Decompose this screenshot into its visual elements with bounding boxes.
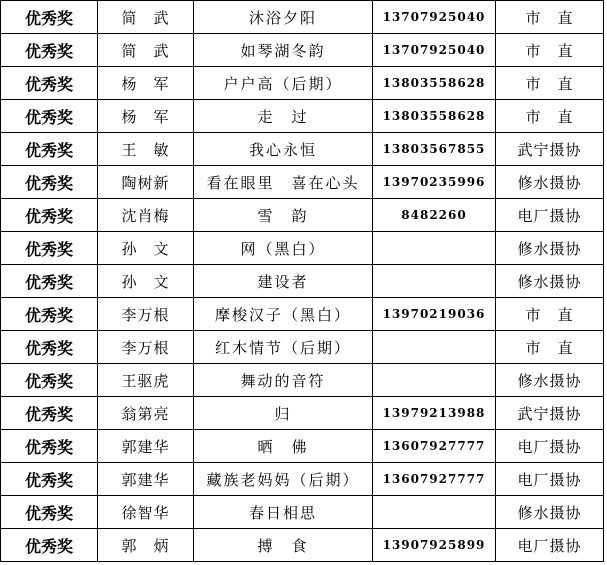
- author-cell: 沈肖梅: [98, 199, 194, 232]
- table-row: [1, 199, 604, 232]
- award-cell: 优秀奖: [1, 232, 98, 265]
- unit-cell: 修水摄协: [496, 496, 604, 529]
- unit-cell: 市 直: [496, 67, 604, 100]
- award-cell: 优秀奖: [1, 100, 98, 133]
- award-cell: 优秀奖: [1, 34, 98, 67]
- author-cell: 孙 文: [98, 265, 194, 298]
- work-title-cell: 春日相思: [194, 496, 373, 529]
- work-title-cell: 走 过: [194, 100, 373, 133]
- author-cell: 孙 文: [98, 232, 194, 265]
- work-title-cell: 藏族老妈妈（后期）: [194, 463, 373, 496]
- phone-cell: 13907925899: [373, 529, 496, 562]
- work-title-cell: 如琴湖冬韵: [194, 34, 373, 67]
- phone-cell: 13607927777: [373, 463, 496, 496]
- award-cell: 优秀奖: [1, 166, 98, 199]
- author-cell: 郭建华: [98, 463, 194, 496]
- unit-cell: 修水摄协: [496, 265, 604, 298]
- phone-cell: 8482260: [373, 199, 496, 232]
- award-cell: 优秀奖: [1, 529, 98, 562]
- unit-cell: 电厂摄协: [496, 529, 604, 562]
- phone-cell: 13970235996: [373, 166, 496, 199]
- author-cell: 杨 军: [98, 100, 194, 133]
- award-cell: 优秀奖: [1, 199, 98, 232]
- phone-cell: 13803558628: [373, 100, 496, 133]
- award-cell: 优秀奖: [1, 397, 98, 430]
- unit-cell: 修水摄协: [496, 232, 604, 265]
- table-row: [1, 298, 604, 331]
- phone-cell: 13607927777: [373, 430, 496, 463]
- author-cell: 郭建华: [98, 430, 194, 463]
- table-row: [1, 265, 604, 298]
- work-title-cell: 户户高（后期）: [194, 67, 373, 100]
- author-cell: 简 武: [98, 34, 194, 67]
- award-cell: 优秀奖: [1, 463, 98, 496]
- author-cell: 李万根: [98, 298, 194, 331]
- author-cell: 郭 炳: [98, 529, 194, 562]
- award-cell: 优秀奖: [1, 364, 98, 397]
- table-row: [1, 166, 604, 199]
- author-cell: 简 武: [98, 1, 194, 34]
- phone-cell: 13707925040: [373, 1, 496, 34]
- unit-cell: 市 直: [496, 298, 604, 331]
- award-cell: 优秀奖: [1, 133, 98, 166]
- phone-cell: 13970219036: [373, 298, 496, 331]
- author-cell: 陶树新: [98, 166, 194, 199]
- table-row: [1, 1, 604, 34]
- phone-cell: [373, 364, 496, 397]
- author-cell: 王驱虎: [98, 364, 194, 397]
- work-title-cell: 归: [194, 397, 373, 430]
- phone-cell: 13803567855: [373, 133, 496, 166]
- phone-cell: 13979213988: [373, 397, 496, 430]
- work-title-cell: 摩梭汉子（黑白）: [194, 298, 373, 331]
- unit-cell: 电厂摄协: [496, 199, 604, 232]
- table-row: [1, 496, 604, 529]
- award-cell: 优秀奖: [1, 265, 98, 298]
- unit-cell: 修水摄协: [496, 166, 604, 199]
- work-title-cell: 红木情节（后期）: [194, 331, 373, 364]
- work-title-cell: 看在眼里 喜在心头: [194, 166, 373, 199]
- work-title-cell: 雪 韵: [194, 199, 373, 232]
- work-title-cell: 晒 佛: [194, 430, 373, 463]
- table-row: [1, 529, 604, 562]
- author-cell: 李万根: [98, 331, 194, 364]
- phone-cell: [373, 496, 496, 529]
- unit-cell: 电厂摄协: [496, 430, 604, 463]
- phone-cell: 13803558628: [373, 67, 496, 100]
- table-row: [1, 364, 604, 397]
- phone-cell: [373, 331, 496, 364]
- unit-cell: 武宁摄协: [496, 133, 604, 166]
- unit-cell: 武宁摄协: [496, 397, 604, 430]
- award-cell: 优秀奖: [1, 1, 98, 34]
- work-title-cell: 沐浴夕阳: [194, 1, 373, 34]
- table-row: [1, 67, 604, 100]
- unit-cell: 市 直: [496, 1, 604, 34]
- table-row: [1, 232, 604, 265]
- author-cell: 翁第亮: [98, 397, 194, 430]
- unit-cell: 电厂摄协: [496, 463, 604, 496]
- table-row: [1, 430, 604, 463]
- award-cell: 优秀奖: [1, 331, 98, 364]
- author-cell: 王 敏: [98, 133, 194, 166]
- work-title-cell: 搏 食: [194, 529, 373, 562]
- author-cell: 徐智华: [98, 496, 194, 529]
- table-row: [1, 34, 604, 67]
- table-row: [1, 397, 604, 430]
- phone-cell: [373, 265, 496, 298]
- work-title-cell: 我心永恒: [194, 133, 373, 166]
- unit-cell: 市 直: [496, 34, 604, 67]
- award-cell: 优秀奖: [1, 496, 98, 529]
- work-title-cell: 建设者: [194, 265, 373, 298]
- table-row: [1, 331, 604, 364]
- awards-table-body: [1, 1, 604, 562]
- phone-cell: 13707925040: [373, 34, 496, 67]
- table-row: [1, 100, 604, 133]
- unit-cell: 修水摄协: [496, 364, 604, 397]
- award-cell: 优秀奖: [1, 430, 98, 463]
- author-cell: 杨 军: [98, 67, 194, 100]
- unit-cell: 市 直: [496, 100, 604, 133]
- award-cell: 优秀奖: [1, 67, 98, 100]
- phone-cell: [373, 232, 496, 265]
- table-row: [1, 463, 604, 496]
- unit-cell: 市 直: [496, 331, 604, 364]
- work-title-cell: 网（黑白）: [194, 232, 373, 265]
- table-row: [1, 133, 604, 166]
- work-title-cell: 舞动的音符: [194, 364, 373, 397]
- award-cell: 优秀奖: [1, 298, 98, 331]
